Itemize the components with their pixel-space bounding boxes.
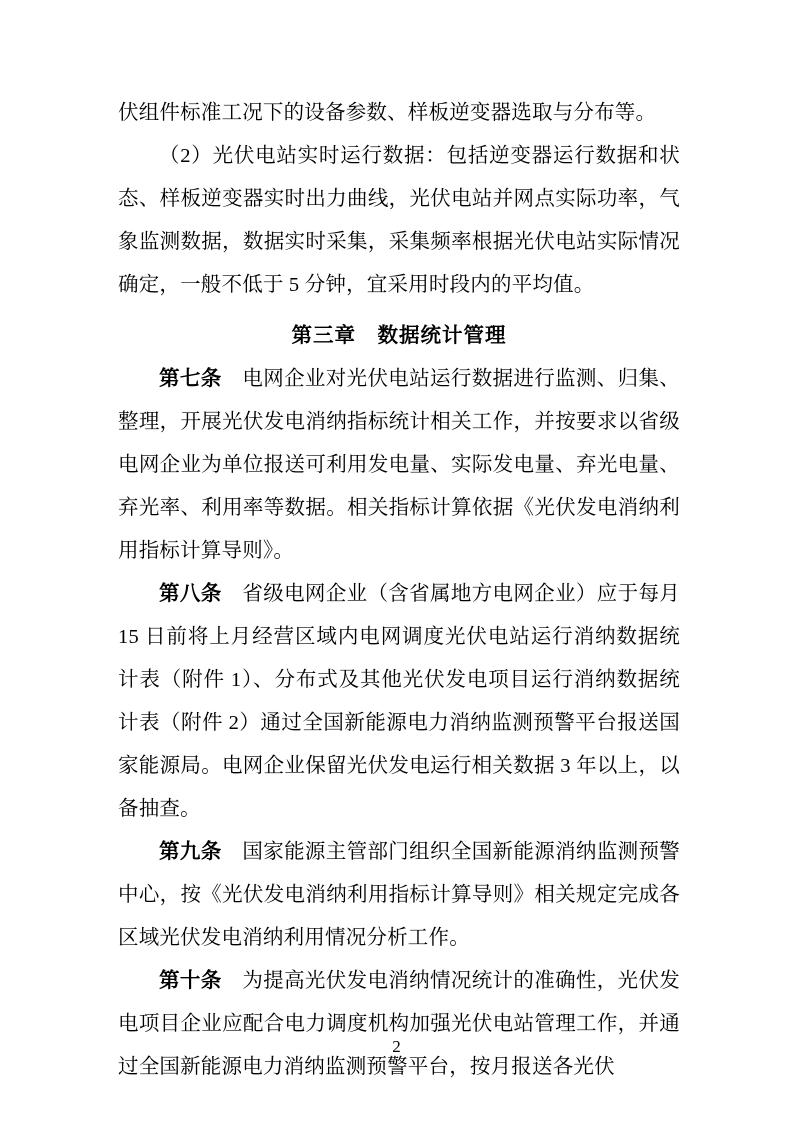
article-8-text: 省级电网企业（含省属地方电网企业）应于每月 15 日前将上月经营区域内电网调度光伏电站运行消纳数据统计表（附件 1）、分布式及其他光伏发电项目运行消纳数据统计表（附件 2）通过全国新能源电力消纳监测预警平台报送国家能源局。电网企业保留光伏发电运行相关数据 3 年以上，以备抽查。: [118, 583, 680, 820]
article-8: [118, 573, 680, 831]
section-heading-chapter-3: 第三章 数据统计管理: [291, 325, 507, 347]
page-number: 2: [392, 1037, 401, 1056]
article-10-text: 为提高光伏发电消纳情况统计的准确性，光伏发电项目企业应配合电力调度机构加强光伏电站管理工作，并通过全国新能源电力消纳监测预警平台，按月报送各光伏: [118, 970, 680, 1078]
article-7-term: 第七条: [159, 368, 222, 390]
article-9-text: 国家能源主管部门组织全国新能源消纳监测预警中心，按《光伏发电消纳利用指标计算导则》相关规定完成各区域光伏发电消纳利用情况分析工作。: [118, 841, 680, 949]
heading-spacer: [118, 307, 680, 315]
article-10-term: 第十条: [159, 970, 222, 992]
article-8-term: 第八条: [159, 583, 222, 605]
article-10: [118, 960, 680, 1089]
document-body: [118, 92, 680, 1089]
article-7: [118, 358, 680, 573]
article-7-text: 电网企业对光伏电站运行数据进行监测、归集、整理，开展光伏发电消纳指标统计相关工作，并按要求以省级电网企业为单位报送可利用发电量、实际发电量、弃光电量、弃光率、利用率等数据。相关指标计算依据《光伏发电消纳利用指标计算导则》。: [118, 368, 680, 562]
paragraph-realtime-data: （2）光伏电站实时运行数据：包括逆变器运行数据和状态、样板逆变器实时出力曲线，光伏电站并网点实际功率，气象监测数据，数据实时采集，采集频率根据光伏电站实际情况确定，一般不低于 5 分钟，宜采用时段内的平均值。: [118, 145, 680, 296]
paragraph-continuation: 伏组件标准工况下的设备参数、样板逆变器选取与分布等。: [118, 102, 657, 124]
article-9-term: 第九条: [159, 841, 222, 863]
article-9: [118, 831, 680, 960]
